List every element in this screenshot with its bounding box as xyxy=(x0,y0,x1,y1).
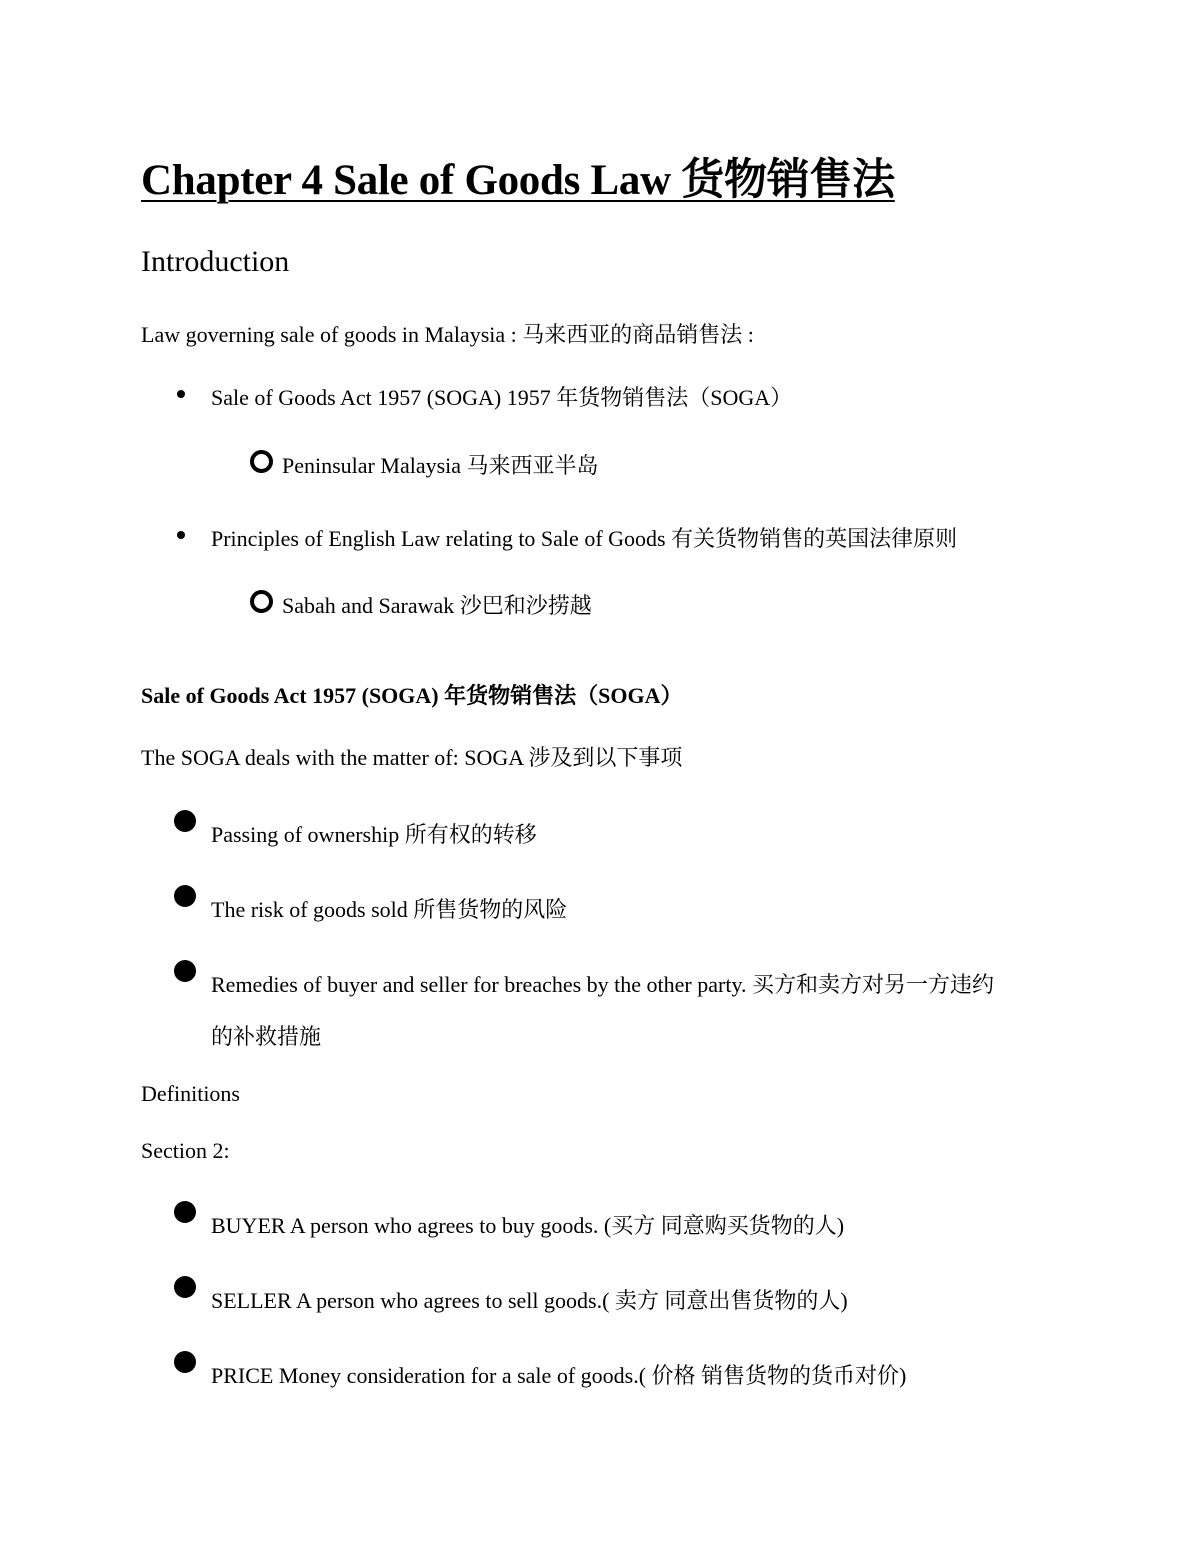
bullet-dot-icon xyxy=(174,810,196,832)
soga-item: Remedies of buyer and seller for breaches by the other party. 买方和卖方对另一方违约 xyxy=(211,972,995,997)
law-item: Sale of Goods Act 1957 (SOGA) 1957 年货物销售法（SOGA） xyxy=(211,385,793,410)
soga-item: The risk of goods sold 所售货物的风险 xyxy=(211,897,568,922)
law-sub-item: Peninsular Malaysia 马来西亚半岛 xyxy=(282,453,599,478)
definition-item: PRICE Money consideration for a sale of goods.( 价格 销售货物的货币对价) xyxy=(211,1363,907,1388)
soga-item: Passing of ownership 所有权的转移 xyxy=(211,822,537,847)
law-sub-item: Sabah and Sarawak 沙巴和沙捞越 xyxy=(282,593,592,618)
law-item: Principles of English Law relating to Sale of Goods 有关货物销售的英国法律原则 xyxy=(211,526,958,551)
chapter-title: Chapter 4 Sale of Goods Law 货物销售法 xyxy=(141,157,895,204)
definition-item: BUYER A person who agrees to buy goods. (买方 同意购买货物的人) xyxy=(211,1213,845,1238)
bullet-dot-icon xyxy=(177,390,185,398)
intro-line: Law governing sale of goods in Malaysia : 马来西亚的商品销售法 : xyxy=(141,322,754,347)
soga-heading: Sale of Goods Act 1957 (SOGA) 年货物销售法（SOGA） xyxy=(141,683,683,708)
ring-bullet-icon xyxy=(250,590,273,613)
bullet-dot-icon xyxy=(177,531,185,539)
section-label: Section 2: xyxy=(141,1138,230,1163)
ring-bullet-icon xyxy=(250,450,273,473)
definitions-heading: Definitions xyxy=(141,1081,240,1106)
bullet-dot-icon xyxy=(174,1201,196,1223)
soga-intro: The SOGA deals with the matter of: SOGA 涉及到以下事项 xyxy=(141,745,683,770)
soga-item-continuation: 的补救措施 xyxy=(211,1024,322,1049)
bullet-dot-icon xyxy=(174,1276,196,1298)
bullet-dot-icon xyxy=(174,1351,196,1373)
introduction-heading: Introduction xyxy=(141,245,290,278)
definition-item: SELLER A person who agrees to sell goods.( 卖方 同意出售货物的人) xyxy=(211,1288,848,1313)
bullet-dot-icon xyxy=(174,960,196,982)
bullet-dot-icon xyxy=(174,885,196,907)
